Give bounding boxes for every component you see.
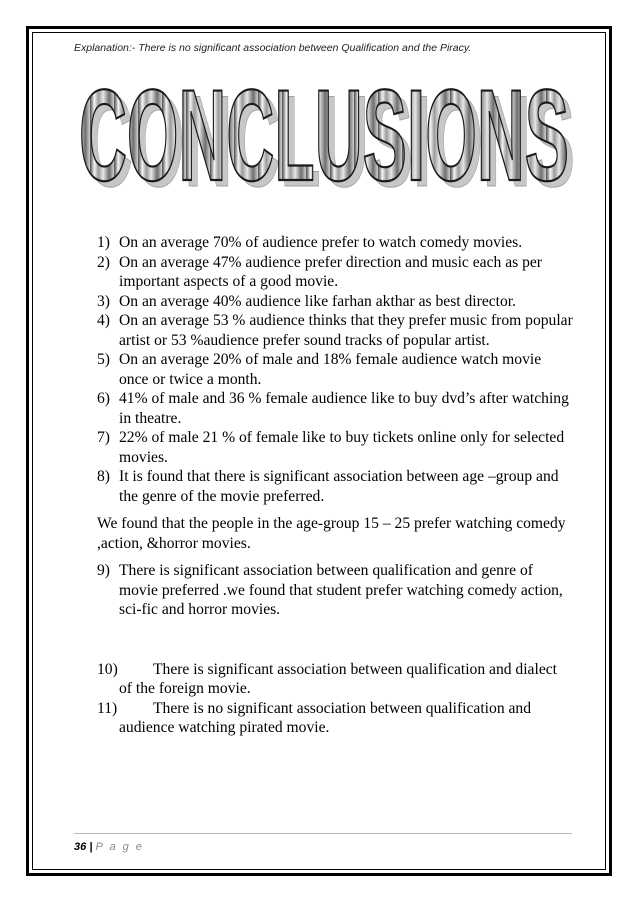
page-footer [74, 841, 144, 853]
list-item: 5) On an average 20% of male and 18% female audience watch movie once or twice a month. [97, 351, 542, 388]
spacer [97, 620, 573, 660]
list-item: 8) It is found that there is significant association between age –group and the genre of the movie preferred. [97, 468, 559, 505]
svg-text:CONCLUSIONS: CONCLUSIONS [85, 68, 575, 198]
conclusions-wordart [66, 58, 586, 198]
footer-divider [74, 833, 572, 834]
list-item: 6) 41% of male and 36 % female audience like to buy dvd’s after watching in theatre. [97, 390, 569, 427]
list-item: 3) On an average 40% audience like farhan akthar as best director. [97, 292, 517, 310]
list-item: 11) There is no significant association between qualification and audience watching pirated movie. [97, 699, 532, 736]
list-item: 7) 22% of male 21 % of female like to buy tickets online only for selected movies. [97, 429, 565, 466]
list-item: 2) On an average 47% audience prefer direction and music each as per important aspects of a good movie. [97, 253, 542, 290]
footer-separator: | [89, 841, 93, 853]
list-item: 4) On an average 53 % audience thinks that they prefer music from popular artist or 53 %audience prefer sound tracks of popular artist. [97, 312, 573, 349]
list-item: 9) There is significant association between qualification and genre of movie preferred .we found that student prefer watching comedy action, sci-fic and horror movies. [97, 562, 563, 618]
explanation-text: Explanation:- There is no significant association between Qualification and the Piracy. [74, 42, 472, 54]
conclusions-title-text: CONCLUSIONS [79, 62, 569, 198]
conclusions-list [97, 233, 573, 738]
page-label: P a g e [95, 841, 144, 853]
age-group-paragraph: We found that the people in the age-group 15 – 25 prefer watching comedy ,action, &horror movies. [97, 515, 566, 552]
list-item: 1) On an average 70% of audience prefer to watch comedy movies. [97, 234, 523, 251]
page-number: 36 [74, 841, 87, 853]
list-item: 10) There is significant association between qualification and dialect of the foreign movie. [97, 660, 557, 697]
page-title [66, 58, 586, 198]
